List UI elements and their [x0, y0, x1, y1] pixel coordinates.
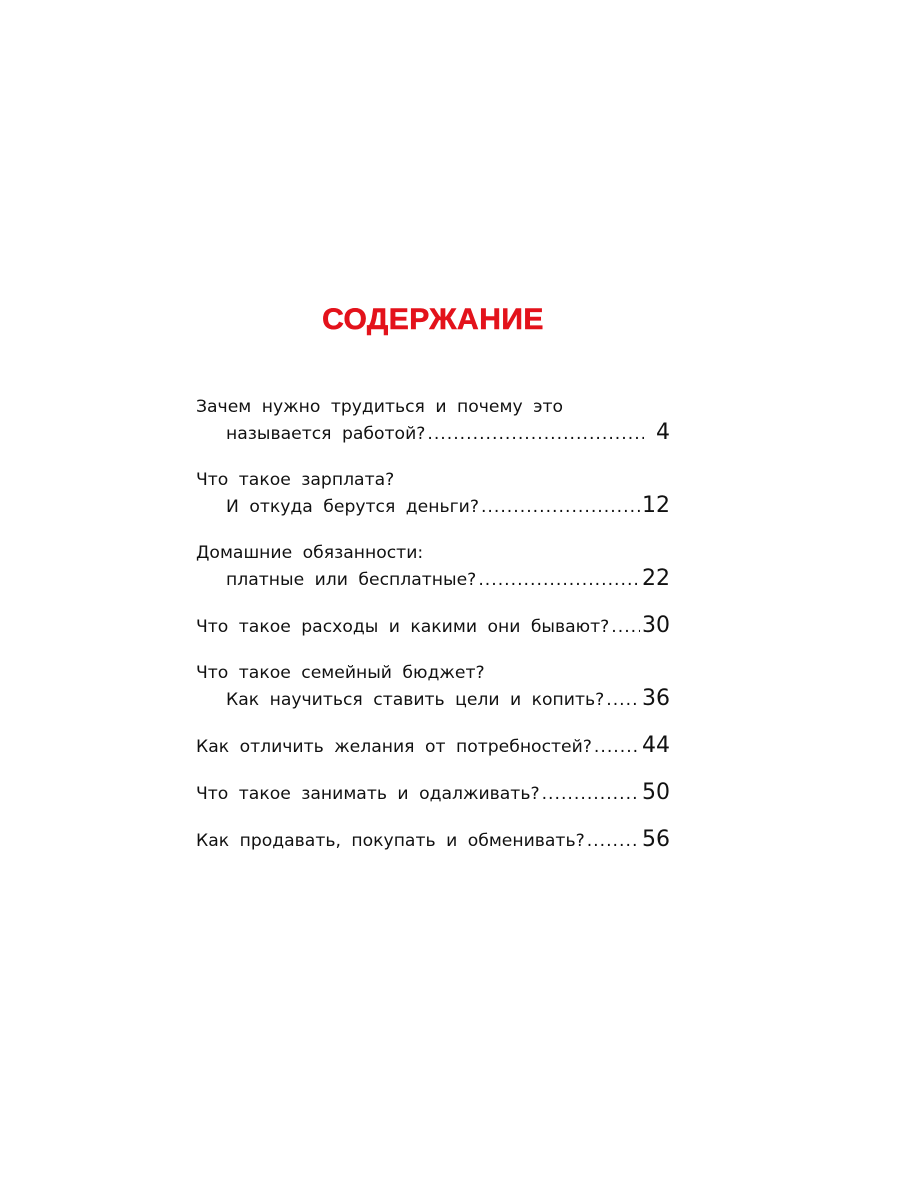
page-number: 30	[642, 613, 670, 638]
page-number: 44	[642, 733, 670, 758]
dot-leader	[542, 781, 640, 807]
toc-entry-title: Что такое занимать и одалживать?	[196, 784, 540, 804]
dot-leader	[587, 828, 640, 854]
toc-entry	[196, 733, 670, 760]
dot-leader	[611, 614, 640, 640]
toc-entry-title-cont: И откуда берутся деньги?	[226, 497, 479, 517]
toc-entry-title: Что такое расходы и какими они бывают?	[196, 617, 610, 637]
table-of-contents	[196, 394, 670, 874]
toc-entry	[196, 613, 670, 640]
toc-entry-title: Что такое зарплата?	[196, 470, 395, 490]
toc-entry-title-cont: называется работой?	[226, 424, 426, 444]
page-number: 56	[642, 827, 670, 852]
toc-entry-title: Зачем нужно трудиться и почему это	[196, 397, 564, 417]
toc-entry-title-cont: Как научиться ставить цели и копить?	[226, 690, 605, 710]
dot-leader	[606, 687, 640, 713]
dot-leader	[594, 734, 640, 760]
toc-entry-title-cont: платные или бесплатные?	[226, 570, 477, 590]
page-title: СОДЕРЖАНИЕ	[322, 303, 544, 336]
page-number: 22	[642, 566, 670, 591]
toc-entry	[196, 540, 670, 593]
toc-entry-title: Как продавать, покупать и обменивать?	[196, 831, 585, 851]
dot-leader	[427, 421, 644, 447]
toc-entry	[196, 780, 670, 807]
toc-entry	[196, 467, 670, 520]
toc-entry-title: Как отличить желания от потребностей?	[196, 737, 592, 757]
page-number: 50	[642, 780, 670, 805]
toc-entry	[196, 660, 670, 713]
page-number: 12	[642, 493, 670, 518]
toc-entry-title: Что такое семейный бюджет?	[196, 663, 485, 683]
dot-leader	[481, 494, 640, 520]
page-number: 4	[656, 420, 670, 445]
toc-entry	[196, 827, 670, 854]
page-number: 36	[642, 686, 670, 711]
toc-entry-title: Домашние обязанности:	[196, 543, 424, 563]
dot-leader	[478, 567, 640, 593]
toc-entry	[196, 394, 670, 447]
